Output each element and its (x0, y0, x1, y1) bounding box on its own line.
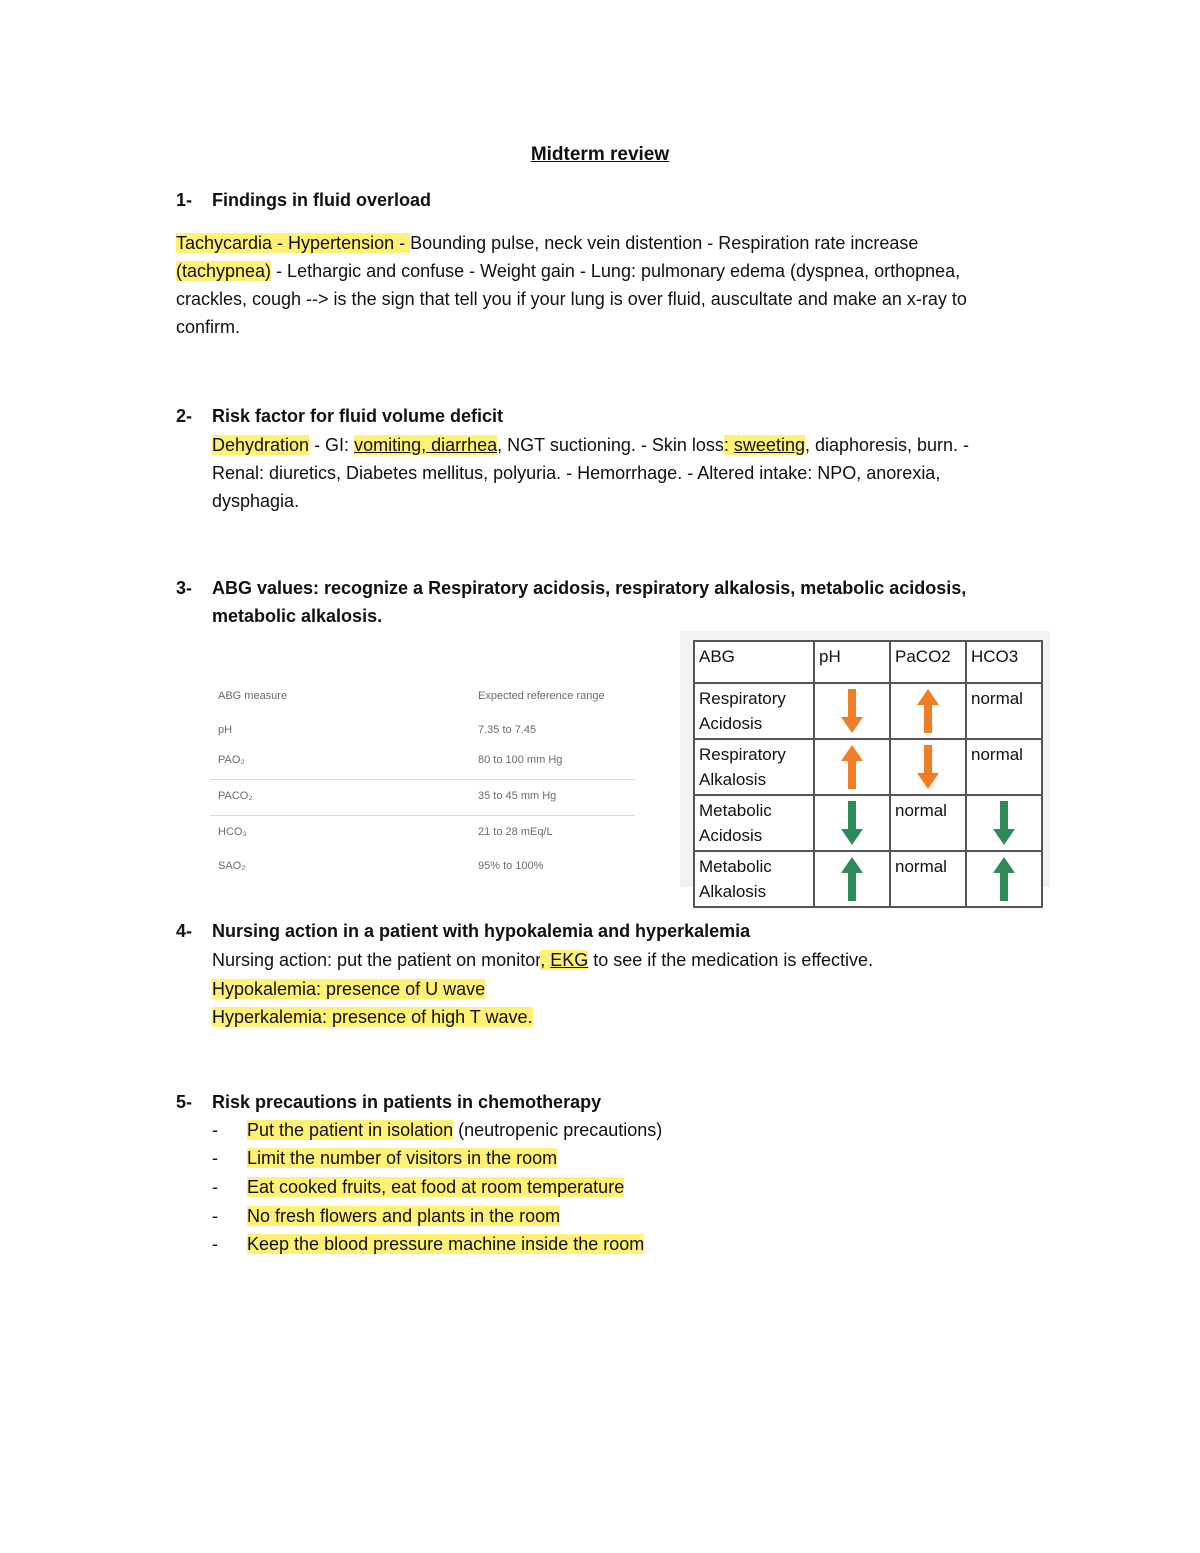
text: , diaphoresis, burn. - (804, 435, 970, 455)
abg-row-label (694, 683, 814, 739)
hl-tachypnea: (tachypnea) (176, 261, 272, 281)
arrow-up-shape (993, 857, 1015, 901)
ref-row (210, 816, 635, 850)
ref-row (210, 850, 635, 884)
abg-cell-hco3: normal (966, 739, 1042, 795)
abg-row (694, 795, 1042, 851)
abg-row-label (694, 739, 814, 795)
arrow-down-shape (841, 689, 863, 733)
abg-row-label-line: Respiratory (699, 745, 786, 764)
arrow-down-shape (917, 745, 939, 789)
arrow-up-icon (916, 688, 940, 734)
abg-cell-paco2 (890, 739, 966, 795)
section-5-heading-text: Risk precautions in patients in chemotherapy (212, 1092, 602, 1112)
bullet: - (212, 1206, 218, 1226)
list-item (212, 1230, 644, 1258)
arrow-up-shape (841, 745, 863, 789)
text: Bounding pulse, neck vein distention - Respiration rate increase (410, 233, 919, 253)
abg-cell-paco2: normal (890, 795, 966, 851)
abg-row-label-line: Metabolic (699, 857, 772, 876)
hl-sweeting: sweeting (733, 435, 805, 455)
ref-measure: SAO₂ (218, 860, 246, 872)
section-5-heading (176, 1088, 601, 1116)
ref-range: 80 to 100 mm Hg (478, 754, 563, 766)
section-4-number: 4- (176, 921, 193, 941)
hl-tachycardia: Tachycardia (176, 233, 273, 253)
ref-measure: PAO₂ (218, 754, 245, 766)
section-2-line-1 (212, 431, 969, 459)
section-2-heading-text: Risk factor for fluid volume deficit (212, 406, 504, 426)
abg-row-label-line: Acidosis (699, 826, 763, 845)
ref-header-measure: ABG measure (218, 690, 288, 702)
section-2-heading (176, 402, 503, 430)
ref-measure: HCO₃ (218, 826, 247, 838)
hl-sep: - (394, 233, 411, 253)
list-item (212, 1116, 662, 1144)
arrow-down-icon (916, 744, 940, 790)
abg-header-hco3: HCO3 (966, 641, 1042, 683)
abg-cell-ph (814, 683, 890, 739)
hl-vomiting: vomiting, diarrhea (354, 435, 498, 455)
ref-range: 21 to 28 mEq/L (478, 826, 553, 838)
text: (neutropenic precautions) (453, 1120, 663, 1140)
abg-cell-paco2 (890, 683, 966, 739)
abg-row (694, 851, 1042, 907)
section-4-line-1 (212, 946, 873, 974)
section-2-line-2: Renal: diuretics, Diabetes mellitus, polyuria. - Hemorrhage. - Altered intake: NPO, anorexia, (212, 463, 941, 483)
hl-item: Keep the blood pressure machine inside the room (247, 1234, 645, 1254)
abg-cell-hco3 (966, 795, 1042, 851)
ref-measure: pH (218, 724, 233, 736)
arrow-down-icon (840, 688, 864, 734)
page-title: Midterm review (530, 144, 670, 165)
abg-header-ph: pH (814, 641, 890, 683)
section-1-number: 1- (176, 190, 193, 210)
hl-comma: , (540, 950, 546, 970)
abg-row-label (694, 851, 814, 907)
abg-arrow-table (693, 640, 1043, 908)
ref-row (210, 780, 635, 816)
hl-item: Put the patient in isolation (247, 1120, 454, 1140)
ref-header-range: Expected reference range (478, 690, 605, 702)
section-4-line-2 (212, 975, 485, 1003)
bullet: - (212, 1234, 218, 1254)
abg-cell-ph (814, 795, 890, 851)
ref-range: 35 to 45 mm Hg (478, 790, 557, 802)
abg-cell-ph (814, 851, 890, 907)
section-3-number: 3- (176, 578, 193, 598)
text: to see if the medication is effective. (588, 950, 874, 970)
section-4-heading-text: Nursing action in a patient with hypokalemia and hyperkalemia (212, 921, 751, 941)
arrow-down-icon (992, 800, 1016, 846)
hl-item: No fresh flowers and plants in the room (247, 1206, 561, 1226)
ref-range: 95% to 100% (478, 860, 544, 872)
section-5-number: 5- (176, 1092, 193, 1112)
abg-row-label-line: Acidosis (699, 714, 763, 733)
ref-range: 7.35 to 7.45 (478, 724, 537, 736)
arrow-up-shape (841, 857, 863, 901)
arrow-up-icon (992, 856, 1016, 902)
section-1-line-1 (176, 229, 918, 257)
abg-row-label-line: Metabolic (699, 801, 772, 820)
section-4-line-3 (212, 1003, 533, 1031)
bullet: - (212, 1148, 218, 1168)
arrow-down-shape (841, 801, 863, 845)
abg-cell-hco3: normal (966, 683, 1042, 739)
abg-row (694, 739, 1042, 795)
ref-measure: PACO₂ (218, 790, 253, 802)
abg-header-abg: ABG (694, 641, 814, 683)
abg-reference-table (210, 680, 635, 884)
hl-sep: - (272, 233, 289, 253)
bullet: - (212, 1177, 218, 1197)
bullet: - (212, 1120, 218, 1140)
section-3-heading-text: ABG values: recognize a Respiratory acidosis, respiratory alkalosis, metabolic acidosis, (212, 578, 967, 598)
arrow-up-shape (917, 689, 939, 733)
text: - GI: (309, 435, 355, 455)
abg-header-paco2: PaCO2 (890, 641, 966, 683)
abg-row-label (694, 795, 814, 851)
hl-hyperkalemia: Hyperkalemia: presence of high T wave. (212, 1007, 533, 1027)
ref-header-row (210, 680, 635, 714)
arrow-up-icon (840, 744, 864, 790)
list-item (212, 1144, 557, 1172)
text: Nursing action: put the patient on monitor (212, 950, 541, 970)
section-1-line-4: confirm. (176, 317, 241, 337)
section-1-line-3: crackles, cough --> is the sign that tell you if your lung is over fluid, auscultate and make an x-ray to (176, 289, 967, 309)
text: - Lethargic and confuse - Weight gain - Lung: pulmonary edema (dyspnea, orthopnea, (271, 261, 961, 281)
text: , NGT suctioning. - Skin loss (497, 435, 724, 455)
hl-ekg: EKG (550, 950, 589, 970)
abg-header-row (694, 641, 1042, 683)
arrow-up-icon (840, 856, 864, 902)
abg-row-label-line: Alkalosis (699, 882, 767, 901)
section-3-heading-line-2: metabolic alkalosis. (212, 606, 383, 626)
section-1-heading (176, 186, 431, 214)
section-1-heading-text: Findings in fluid overload (212, 190, 431, 210)
hl-item: Eat cooked fruits, eat food at room temperature (247, 1177, 625, 1197)
hl-hypertension: Hypertension (288, 233, 395, 253)
abg-row-label-line: Alkalosis (699, 770, 767, 789)
arrow-down-icon (840, 800, 864, 846)
section-2-number: 2- (176, 406, 193, 426)
hl-hypokalemia: Hypokalemia: presence of U wave (212, 979, 486, 999)
abg-row-label-line: Respiratory (699, 689, 786, 708)
abg-cell-paco2: normal (890, 851, 966, 907)
section-2-line-3: dysphagia. (212, 491, 300, 511)
abg-cell-ph (814, 739, 890, 795)
section-3-heading (176, 574, 966, 602)
ref-row (210, 744, 635, 780)
list-item (212, 1173, 624, 1201)
abg-row (694, 683, 1042, 739)
hl-dehydration: Dehydration (212, 435, 310, 455)
hl-colon: : (723, 435, 729, 455)
ref-row (210, 714, 635, 744)
section-4-heading (176, 917, 750, 945)
abg-cell-hco3 (966, 851, 1042, 907)
hl-item: Limit the number of visitors in the room (247, 1148, 558, 1168)
list-item (212, 1202, 560, 1230)
section-1-line-2 (176, 257, 960, 285)
arrow-down-shape (993, 801, 1015, 845)
